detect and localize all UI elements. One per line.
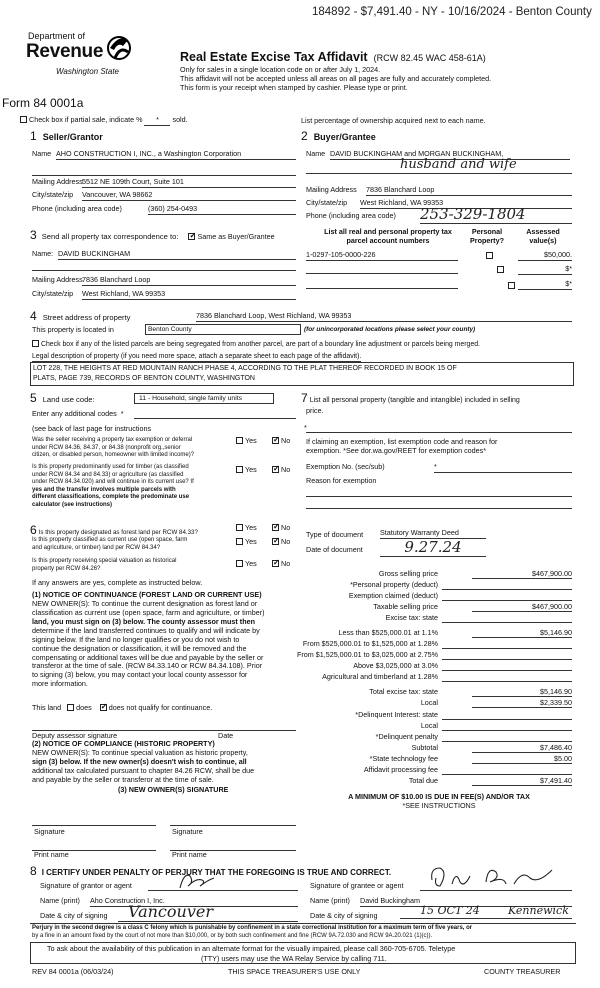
s6-q2b: and agriculture, or timber) land per RCW 84.34?: [32, 544, 161, 551]
tax-corr-num: 3: [30, 228, 37, 242]
fee-tech-value[interactable]: $5.00: [472, 755, 572, 764]
seller-name[interactable]: AHO CONSTRUCTION I, INC., a Washington Corporation: [56, 150, 296, 160]
buyer-city-label: City/state/zip: [306, 198, 348, 207]
continuance-does-label: does: [76, 703, 92, 712]
intro-line-3: This form is your receipt when stamped by cashier. Please type or print.: [180, 83, 408, 92]
forest-no: [272, 524, 290, 533]
n1-line-3: land, you must sign on (3) below. The county assessor must then: [32, 616, 255, 626]
doc-date-label: Date of document: [306, 545, 363, 554]
exempt-yes-label: Yes: [245, 436, 257, 445]
n1-line-4: determine if the land transferred continues to qualify and will indicate by: [32, 625, 260, 635]
recording-stamp: 184892 - $7,491.40 - NY - 10/16/2024 - Benton County: [312, 6, 592, 18]
claim-exemption-text: [306, 437, 497, 455]
fee-personal-label: *Personal property (deduct): [350, 580, 438, 589]
tax-corr-addr-label: Mailing Address: [32, 275, 83, 284]
n1-line-2: classification as current use (open space, farm and agriculture, or timber): [32, 607, 265, 617]
legal-line-1: LOT 228, THE HEIGHTS AT RED MOUNTAIN RANCH PHASE 4, ACCORDING TO THE PLAT THEREOF RECORDED IN BOOK 15 OF: [33, 365, 457, 372]
doc-type-label: Type of document: [306, 530, 364, 539]
timber-yes: [236, 466, 257, 475]
intro-line-1: Only for sales in a single location code on or after July 1, 2024.: [180, 65, 381, 74]
grantee-date-city[interactable]: [400, 904, 572, 919]
notice-compliance-text: [32, 749, 254, 785]
tax-corr-row: [30, 228, 275, 242]
fee-gross-label: Gross selling price: [378, 569, 438, 578]
n1-line-1: NEW OWNER(S): To continue the current designation as forest land or: [32, 599, 258, 608]
seller-phone[interactable]: (360) 254-0493: [148, 205, 296, 215]
historic-no-label: No: [281, 559, 291, 568]
exempt-yes-checkbox[interactable]: [236, 437, 243, 444]
located-label: This property is located in: [32, 325, 114, 334]
fee-taxable-value[interactable]: $467,900.00: [472, 603, 572, 612]
parcel-row-2-number[interactable]: [306, 265, 458, 274]
notice-continuance-text: [32, 600, 265, 689]
form-title-ref: (RCW 82.45 WAC 458-61A): [373, 53, 486, 63]
fee-t4-value[interactable]: [442, 662, 572, 671]
timber-q-5: different classifications, complete the predominate use: [32, 494, 190, 500]
continuance-doesnot-checkbox[interactable]: [100, 704, 107, 711]
fee-taxable-label: Taxable selling price: [373, 602, 438, 611]
logo-dept: Department of: [28, 31, 86, 41]
segregated-label: Check box if any of the listed parcels are being segregated from another parcel, are part of a boundary line adjustment or parcels being merged.: [41, 341, 480, 348]
footer-county-treasurer: COUNTY TREASURER: [484, 967, 561, 976]
fee-exempt-label: Exemption claimed (deduct): [348, 591, 438, 600]
fee-t1-value[interactable]: $5,146.90: [472, 629, 572, 638]
perjury-line-1: [32, 925, 472, 933]
continuance-doesnot-label: does not qualify for continuance.: [108, 703, 213, 712]
forest-yes-checkbox[interactable]: [236, 524, 243, 531]
grantor-signature-icon: [176, 868, 216, 892]
seller-city[interactable]: Vancouver, WA 98662: [82, 191, 296, 201]
seller-heading: [30, 129, 103, 143]
current-use-no: [272, 538, 290, 547]
logo: [2, 30, 132, 98]
same-as-buyer-label: Same as Buyer/Grantee: [197, 232, 275, 241]
tax-corr-address[interactable]: 7836 Blanchard Loop: [82, 276, 296, 286]
current-use-yes-checkbox[interactable]: [236, 538, 243, 545]
logo-name: Revenue: [26, 41, 104, 62]
n1-line-8: transferor at the time of sale. (RCW 84.33.140 or RCW 84.34.108). Prior: [32, 661, 263, 671]
claim-line-2: exemption. *See dor.wa.gov/REET for exemption codes*: [306, 446, 487, 455]
buyer-heading: [301, 129, 376, 143]
street-row: [30, 309, 130, 323]
buyer-phone-handwritten[interactable]: 253-329-1804: [420, 205, 572, 224]
buyer-city[interactable]: West Richland, WA 99353: [360, 199, 572, 209]
new-owner-signature-2-label: Signature: [172, 827, 203, 836]
grantor-date-city-handwritten[interactable]: Vancouver: [118, 902, 298, 922]
back-instructions: (see back of last page for instructions: [32, 424, 152, 433]
tax-corr-city-label: City/state/zip: [32, 289, 74, 298]
parcel-row-3-personal-checkbox[interactable]: [508, 282, 515, 289]
fee-local-value[interactable]: $2,339.50: [472, 699, 572, 708]
new-owner-signature-heading: (3) NEW OWNER(S) SIGNATURE: [118, 785, 229, 794]
parcels-header-3: [516, 228, 570, 245]
footer-treasurer-use: THIS SPACE TREASURER'S USE ONLY: [228, 967, 361, 976]
exemption-no-label: Exemption No. (sec/sub): [306, 462, 385, 471]
doc-date-handwritten[interactable]: 9.27.24: [380, 538, 486, 557]
additional-codes-text: Enter any additional codes: [32, 409, 117, 418]
parcels-header-2a: Personal: [471, 227, 503, 236]
notice-compliance-heading: (2) NOTICE OF COMPLIANCE (HISTORIC PROPERTY): [32, 739, 215, 748]
land-use-row: [30, 391, 95, 405]
grantee-name[interactable]: David Buckingham: [360, 897, 572, 907]
historic-yes-checkbox[interactable]: [236, 560, 243, 567]
parcels-header-2: [466, 228, 508, 245]
n1-line-9: to signing (3) below, you may contact your local county assessor for: [32, 670, 248, 680]
tax-corr-name[interactable]: DAVID BUCKINGHAM: [58, 250, 296, 260]
ownership-note: List percentage of ownership acquired next to each name.: [301, 116, 486, 125]
s6-q3b: property per RCW 84.26?: [32, 565, 101, 572]
seller-city-label: City/state/zip: [32, 190, 74, 199]
same-as-buyer-checkbox[interactable]: [188, 233, 195, 240]
fee-t1-label: Less than $525,000.01 at 1.1%: [338, 628, 438, 637]
fee-affidavit-value[interactable]: [442, 766, 572, 775]
fee-t3-label: From $1,525,000.01 to $3,025,000 at 2.75%: [296, 650, 438, 659]
street-num: 4: [30, 309, 37, 323]
exemption-reason-label: Reason for exemption: [306, 476, 377, 485]
personal-property-row: [301, 391, 520, 405]
n1-line-6: continue the designation or classification, it will be removed and the: [32, 643, 247, 653]
n1-line-5: signing below. If the land no longer qualifies or you do not wish to: [32, 634, 240, 644]
exempt-no: [272, 437, 290, 446]
revenue-logo-icon: [106, 32, 132, 64]
timber-q-6: calculator (see instructions): [32, 501, 113, 508]
fee-t3-value[interactable]: [442, 651, 572, 660]
additional-codes-star: *: [120, 409, 124, 418]
forest-no-checkbox[interactable]: [272, 524, 279, 531]
historic-no: [272, 560, 290, 569]
deputy-signature-label: Deputy assessor signature: [32, 731, 118, 740]
fee-int-local-value[interactable]: [442, 722, 572, 731]
timber-q-2: under RCW 84.34 and 84.33) or agriculture (as classified: [32, 471, 184, 478]
s7-num: 7: [301, 391, 308, 405]
parcels-header-3a: Assessed: [526, 227, 560, 236]
additional-codes-label: [32, 410, 124, 419]
current-use-question: [32, 537, 187, 552]
fee-tech-label: *State technology fee: [369, 754, 438, 763]
s8-num: 8: [30, 864, 37, 878]
exempt-yes: [236, 437, 257, 446]
buyer-title: Buyer/Grantee: [313, 132, 376, 142]
minimum-fee-note: [306, 793, 572, 810]
n2-line-3: additional tax calculated pursuant to chapter 84.26 RCW, shall be due: [32, 765, 255, 775]
perjury-line-1-text: Perjury in the second degree is a class C felony which is punishable by confinement in a state correctional institution for a maximum term of five years, or: [32, 925, 473, 931]
fee-t4-label: Above $3,025,000 at 3.0%: [353, 661, 438, 670]
partial-sale-checkbox[interactable]: [20, 116, 27, 123]
n1-line-7: compensating or additional taxes will be due and payable by the seller or: [32, 652, 264, 662]
s7-t2: price.: [306, 406, 324, 415]
timber-yes-label: Yes: [245, 465, 257, 474]
parcel-row-1-value[interactable]: $50,000.: [518, 251, 572, 261]
parcels-header-3b: value(s): [529, 235, 557, 245]
new-owner-print-1-label: Print name: [34, 850, 69, 859]
deputy-date-label: Date: [218, 731, 234, 740]
n2-line-2: sign (3) below. If the new owner(s) doesn't wish to continue, all: [32, 756, 247, 766]
intro-line-2: This affidavit will not be accepted unless all areas on all pages are fully and accurately completed.: [180, 74, 492, 83]
grantee-date-label: Date & city of signing: [310, 911, 378, 920]
form-number: Form 84 0001a: [2, 96, 84, 110]
timber-question: [32, 464, 194, 509]
new-owner-signature-1-label: Signature: [34, 827, 65, 836]
fee-personal-value[interactable]: [442, 581, 572, 590]
n2-line-4: and payable by the seller or transferor at the time of sale.: [32, 774, 214, 784]
parcels-header-1b: parcel account numbers: [346, 235, 430, 245]
grantor-name[interactable]: Aho Construction I, Inc.: [90, 897, 298, 907]
grantee-signature-label: Signature of grantee or agent: [310, 881, 404, 890]
exempt-no-checkbox[interactable]: [272, 437, 279, 444]
partial-sale-row: [20, 116, 188, 126]
county-select[interactable]: [145, 324, 301, 335]
n2-line-1: NEW OWNER(S): To continue special valuation as historic property,: [32, 748, 248, 757]
grantee-name-label: Name (print): [310, 896, 350, 905]
any-yes-note: If any answers are yes, complete as instructed below.: [32, 578, 203, 587]
fee-subtotal-value[interactable]: $7,486.40: [472, 744, 572, 753]
fee-int-state-value[interactable]: [442, 711, 572, 720]
logo-state: Washington State: [56, 67, 120, 76]
fee-total-state-value[interactable]: $5,146.90: [472, 688, 572, 697]
exempt-question: [32, 437, 194, 460]
timber-q-4: yes and the transfer involves multiple parcels with: [32, 486, 176, 493]
continuance-land-label: This land: [32, 703, 62, 712]
seller-title: Seller/Grantor: [42, 132, 103, 142]
parcel-row-2-value[interactable]: $*: [518, 265, 572, 275]
fee-total-label: Total due: [408, 776, 438, 785]
timber-no: [272, 466, 290, 475]
exempt-no-label: No: [281, 436, 291, 445]
alt-line-1: To ask about the availability of this publication in an alternate format for the visually impaired, please call 360-705-6705. Teletype: [47, 944, 456, 953]
fee-t2-label: From $525,000.01 to $1,525,000 at 1.28%: [302, 639, 438, 648]
fee-int-local-label: Local: [420, 721, 438, 730]
n1-line-10: more information.: [32, 679, 88, 689]
fee-affidavit-label: Affidavit processing fee: [363, 765, 438, 774]
tax-corr-city[interactable]: West Richland, WA 99353: [82, 290, 296, 300]
s6-num: 6: [30, 523, 37, 537]
fee-excise-state-label: Excise tax: state: [385, 613, 438, 622]
claim-line-1: If claiming an exemption, list exemption code and reason for: [306, 437, 498, 446]
exempt-q-1: Was the seller receiving a property tax exemption or deferral: [32, 437, 193, 443]
land-use-label: Land use code:: [42, 395, 95, 404]
alt-line-2: (TTY) users may use the WA Relay Service by calling 711.: [201, 954, 387, 963]
street-label: Street address of property: [42, 313, 131, 322]
seller-num: 1: [30, 129, 37, 143]
parcels-header-1a: List all real and personal property tax: [324, 227, 452, 236]
alternate-format-box: [30, 942, 576, 964]
legal-line-2: PLATS, PAGE 739, RECORDS OF BENTON COUNTY, WASHINGTON: [33, 375, 255, 382]
partial-sale-label: Check box if partial sale, indicate %: [29, 115, 143, 124]
continuance-does-checkbox[interactable]: [67, 704, 74, 711]
form-title-text: Real Estate Excise Tax Affidavit: [180, 50, 368, 64]
buyer-phone-label: Phone (including area code): [306, 211, 396, 220]
current-use-no-checkbox[interactable]: [272, 538, 279, 545]
fee-int-state-label: *Delinquent Interest: state: [355, 710, 438, 719]
form-title: [180, 50, 486, 65]
buyer-name-handwritten: husband and wife: [400, 157, 517, 172]
located-note: (for unincorporated locations please select your county): [304, 326, 476, 333]
fee-t2-value[interactable]: [442, 640, 572, 649]
certify-text: I CERTIFY UNDER PENALTY OF PERJURY THAT THE FOREGOING IS TRUE AND CORRECT.: [41, 868, 392, 877]
forest-yes-label: Yes: [245, 523, 257, 532]
grantor-signature-label: Signature of grantor or agent: [40, 881, 132, 890]
grantee-signature-icon: [426, 862, 556, 892]
grantee-date-handwritten: 15 OCT 24: [420, 904, 480, 917]
fee-gross-value[interactable]: $467,900.00: [472, 570, 572, 579]
buyer-address[interactable]: 7836 Blanchard Loop: [366, 186, 572, 196]
tax-corr-name-label: Name:: [32, 249, 54, 258]
grantee-city-handwritten: Kennewick: [508, 904, 569, 917]
grantor-date-label: Date & city of signing: [40, 911, 108, 920]
continuance-row: [32, 704, 212, 713]
county-select-value: Benton County: [148, 326, 192, 333]
buyer-addr-label: Mailing Address: [306, 185, 357, 194]
parcel-row-2-personal-checkbox[interactable]: [497, 266, 504, 273]
parcel-row-1-personal-checkbox[interactable]: [486, 252, 493, 259]
s7-t1: List all personal property (tangible and intangible) included in selling: [309, 397, 520, 404]
parcel-row-3-value[interactable]: $*: [518, 280, 572, 290]
current-use-yes-label: Yes: [245, 537, 257, 546]
buyer-name-label: Name: [306, 149, 326, 158]
fee-t5-value[interactable]: [442, 673, 572, 682]
seller-phone-label: Phone (including area code): [32, 204, 122, 213]
minimum-line-1: A MINIMUM OF $10.00 IS DUE IN FEE(S) AND/OR TAX: [348, 792, 530, 801]
parcels-header-2b: Property?: [470, 235, 504, 245]
fee-total-value[interactable]: $7,491.40: [472, 777, 572, 786]
fee-local-label: Local: [420, 698, 438, 707]
parcels-header-1: [312, 228, 464, 245]
fee-t5-label: Agricultural and timberland at 1.28%: [322, 672, 438, 681]
segregated-row: [32, 340, 480, 349]
timber-no-checkbox[interactable]: [272, 466, 279, 473]
notice-continuance-heading: (1) NOTICE OF CONTINUANCE (FOREST LAND OR CURRENT USE): [32, 590, 262, 599]
parcel-row-3-number[interactable]: [306, 280, 458, 289]
forest-yes: [236, 524, 257, 533]
land-use-num: 5: [30, 391, 37, 405]
land-use-select[interactable]: [134, 393, 274, 404]
timber-q-3: under RCW 84.34.020) and will continue in its current use? If: [32, 479, 194, 485]
timber-no-label: No: [281, 465, 291, 474]
exempt-q-3: citizen, or disabled person, homeowner with limited income)?: [32, 452, 195, 458]
current-use-yes: [236, 538, 257, 547]
timber-q-1: Is this property predominantly used for timber (as classified: [32, 464, 189, 470]
s6-q3a: Is this property receiving special valuation as historical: [32, 558, 177, 564]
historic-no-checkbox[interactable]: [272, 560, 279, 567]
buyer-num: 2: [301, 129, 308, 143]
historic-yes-label: Yes: [245, 559, 257, 568]
s6-q1: Is this property designated as forest land per RCW 84.33?: [38, 529, 198, 536]
fee-penalty-label: *Delinquent penalty: [375, 732, 438, 741]
minimum-line-2: *SEE INSTRUCTIONS: [402, 800, 476, 810]
legal-label: Legal description of property (if you need more space, attach a separate sheet to each page of the affidavit).: [32, 353, 361, 362]
perjury-text: [32, 925, 472, 940]
current-use-no-label: No: [281, 537, 291, 546]
tax-corr-label: Send all property tax correspondence to:: [41, 232, 179, 241]
fee-subtotal-label: Subtotal: [411, 743, 438, 752]
legal-description-box[interactable]: [30, 362, 574, 386]
new-owner-print-2-label: Print name: [172, 850, 207, 859]
footer-rev: REV 84 0001a (06/03/24): [32, 967, 114, 976]
perjury-line-2: by a fine in an amount fixed by the court of not more than $10,000, or by both such confinement and fine (RCW 9A.72.030 and RCW 9A.20.021 (1)(c)).: [32, 932, 433, 939]
parcel-row-1-number[interactable]: 1-0297-105-0000-226: [306, 251, 458, 261]
historic-question: [32, 558, 176, 573]
fee-total-state-label: Total excise tax: state: [369, 687, 438, 696]
street-address[interactable]: 7836 Blanchard Loop, West Richland, WA 99353: [196, 312, 572, 322]
s6-q2a: Is this property classified as current use (open space, farm: [32, 537, 188, 543]
partial-sale-percent[interactable]: *: [144, 116, 170, 126]
grantor-name-label: Name (print): [40, 896, 80, 905]
partial-sale-sold: sold.: [172, 115, 188, 124]
fee-exempt-value[interactable]: [442, 592, 572, 601]
fee-penalty-value[interactable]: [442, 733, 572, 742]
seller-address[interactable]: 5512 NE 109th Court, Suite 101: [82, 178, 296, 188]
personal-property-star: *: [304, 423, 307, 432]
buyer-name[interactable]: DAVID BUCKINGHAM and MORGAN BUCKINGHAM,: [330, 150, 570, 160]
doc-type[interactable]: Statutory Warranty Deed: [380, 529, 486, 539]
seller-name-label: Name: [32, 149, 52, 158]
land-use-select-value: 11 - Household, single family units: [139, 395, 243, 402]
segregated-checkbox[interactable]: [32, 340, 39, 347]
exemption-no-input[interactable]: *: [434, 463, 572, 473]
historic-yes: [236, 560, 257, 569]
fee-excise-state-value[interactable]: [442, 614, 572, 623]
timber-yes-checkbox[interactable]: [236, 466, 243, 473]
exempt-q-2: under RCW 84.36, 84.37, or 84.38 (nonprofit org.,senior: [32, 444, 181, 451]
forest-question: [30, 523, 198, 537]
forest-no-label: No: [281, 523, 291, 532]
seller-addr-label: Mailing Address: [32, 177, 83, 186]
